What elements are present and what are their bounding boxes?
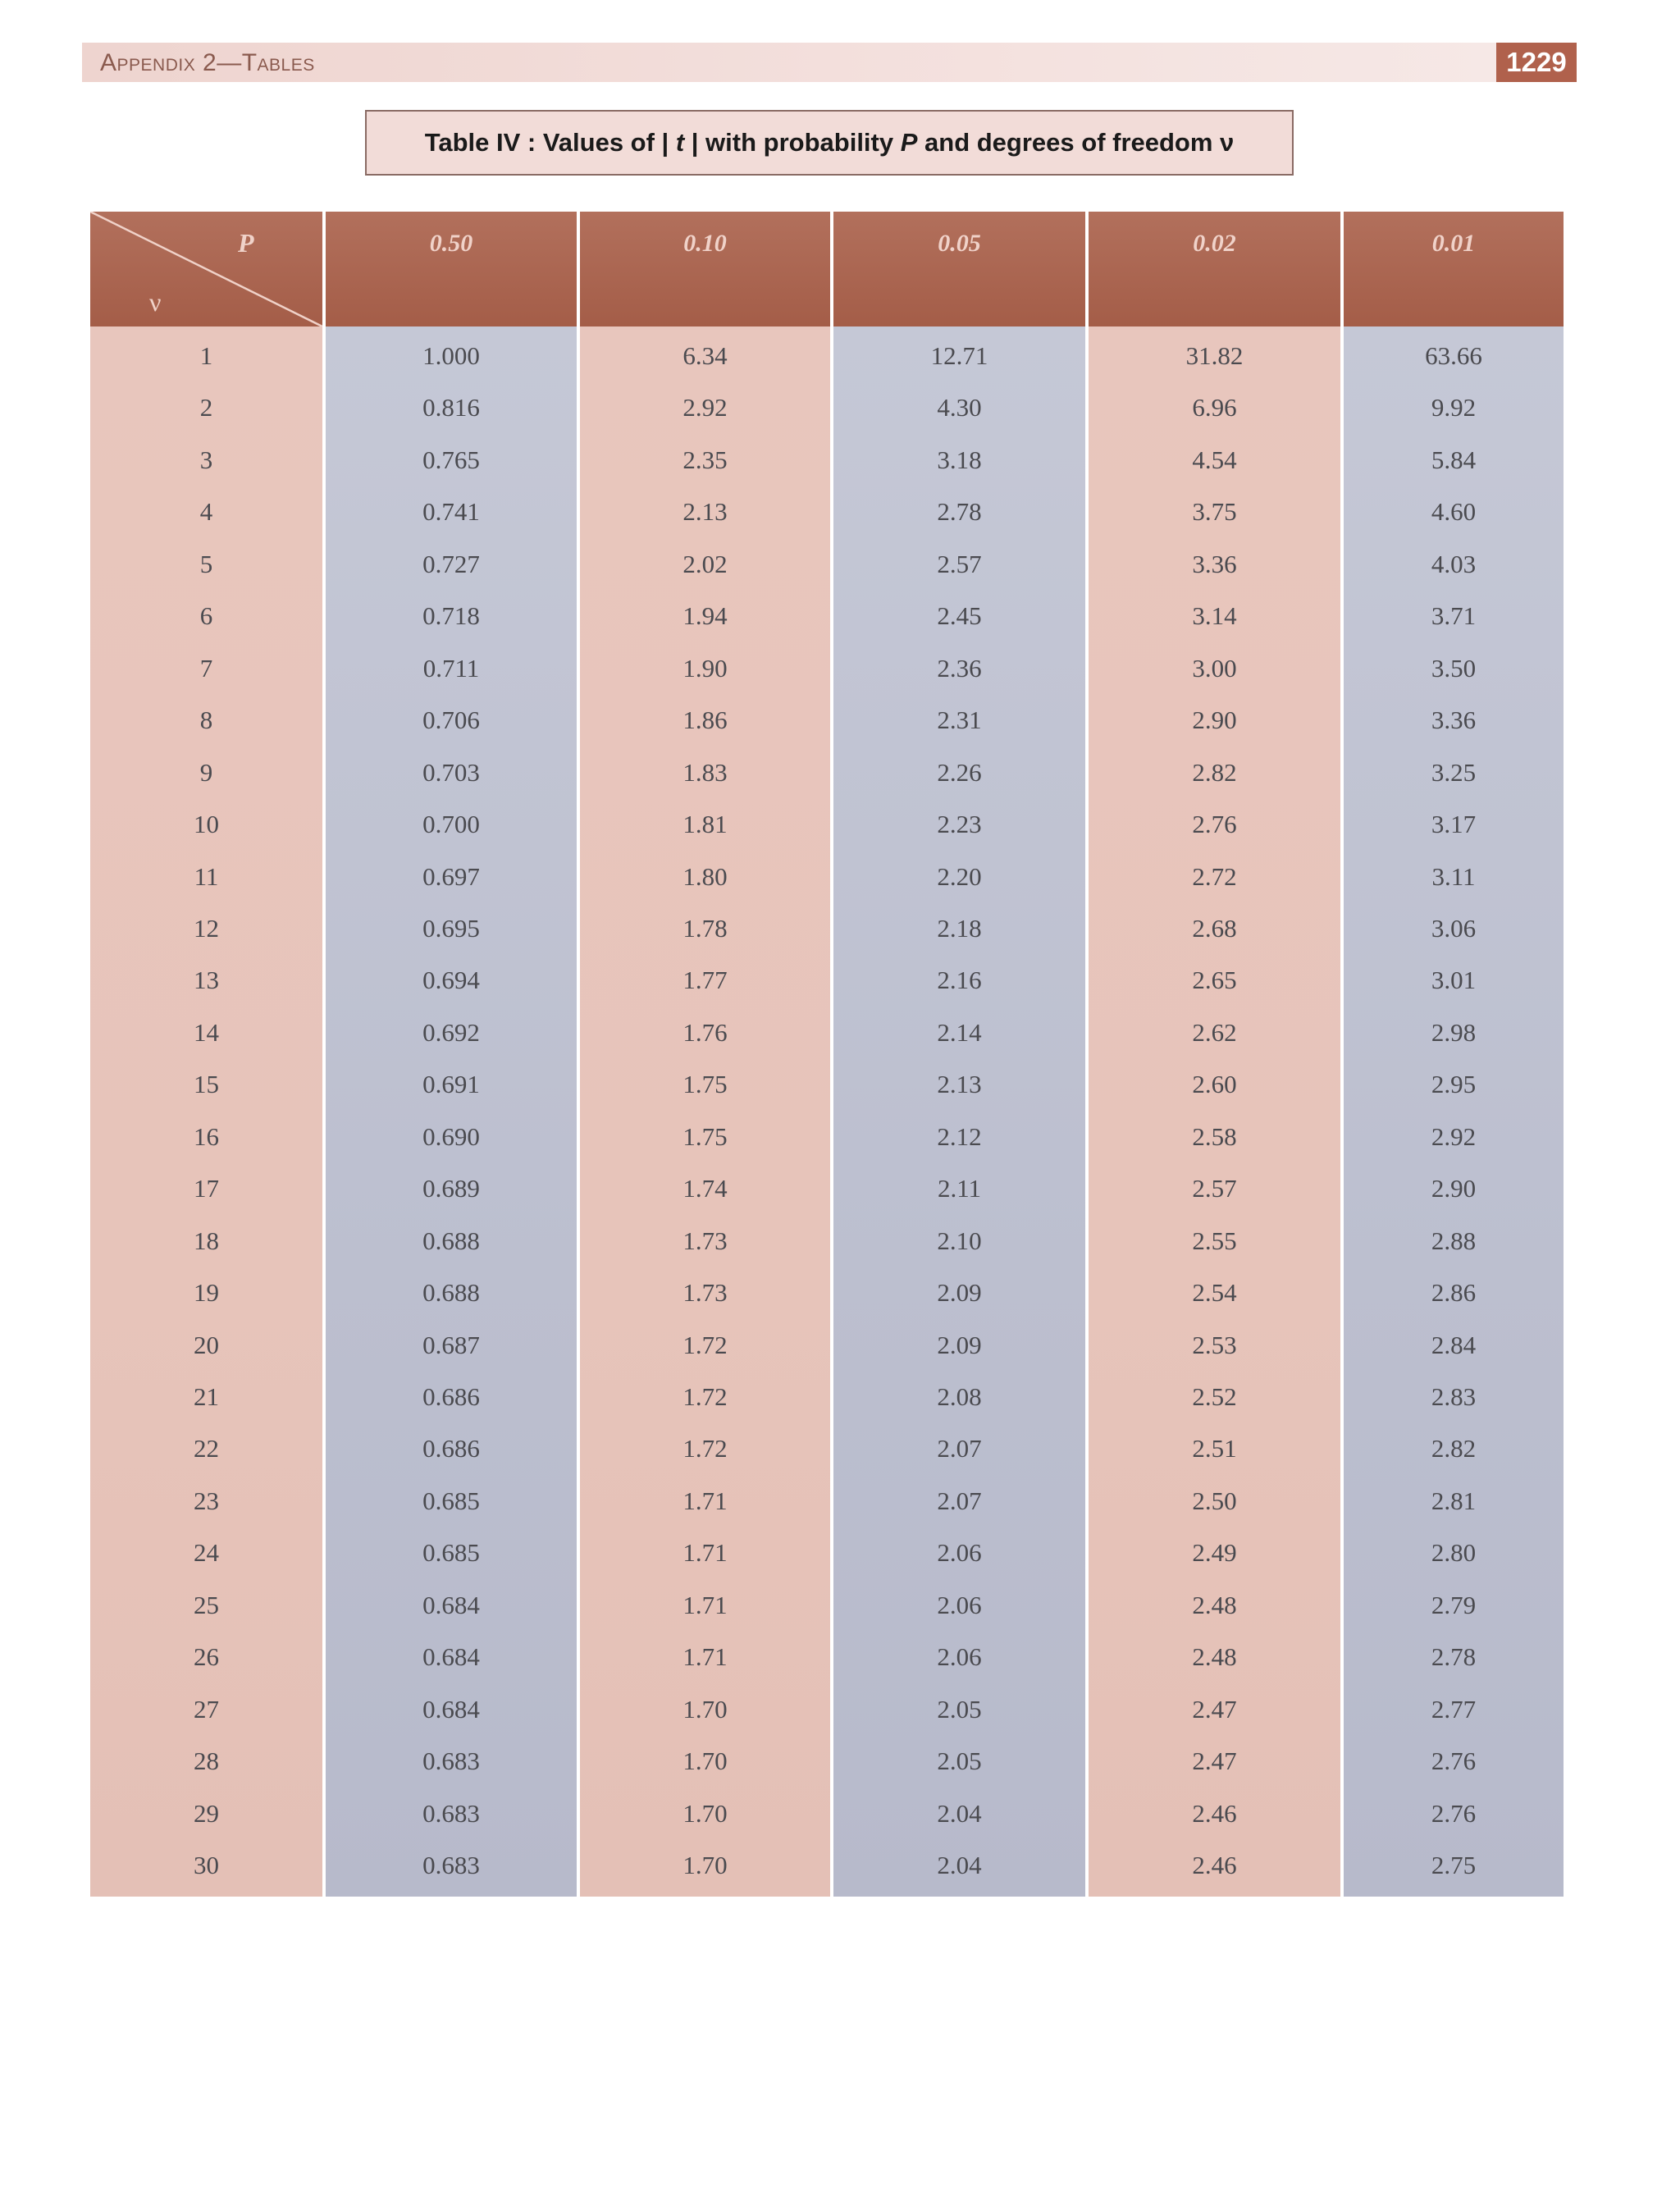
table-cell: 2.16 (937, 966, 982, 995)
row-label-nu: 7 (199, 653, 213, 683)
table-cell: 2.92 (682, 393, 728, 422)
table-cell: 3.01 (1431, 966, 1477, 995)
table-cell: 1.78 (682, 913, 728, 943)
table-cell: 6.34 (682, 341, 728, 370)
row-label-nu: 6 (199, 601, 213, 631)
table-cell: 2.77 (1431, 1694, 1477, 1724)
table-cell: 1.80 (682, 861, 728, 891)
column-header-cell (1089, 212, 1340, 326)
table-cell: 2.60 (1192, 1070, 1237, 1099)
table-cell: 0.683 (422, 1798, 480, 1828)
table-cell: 2.10 (937, 1226, 982, 1255)
table-cell: 2.06 (937, 1590, 982, 1619)
row-label-nu: 30 (194, 1851, 219, 1880)
table-cell: 0.690 (422, 1121, 480, 1151)
table-cell: 1.71 (682, 1590, 728, 1619)
row-label-nu: 5 (199, 549, 213, 578)
table-cell: 0.687 (422, 1330, 480, 1359)
table-cell: 2.14 (937, 1017, 982, 1047)
table-cell: 2.78 (937, 497, 982, 527)
table-cell: 0.718 (422, 601, 480, 631)
table-cell: 0.727 (422, 549, 480, 578)
table-cell: 2.51 (1192, 1434, 1237, 1463)
table-cell: 2.13 (937, 1070, 982, 1099)
table-cell: 2.05 (937, 1746, 982, 1776)
table-title-p: P (900, 128, 918, 157)
row-label-nu: 15 (194, 1070, 219, 1099)
table-cell: 2.75 (1431, 1851, 1477, 1880)
table-cell: 2.95 (1431, 1070, 1477, 1099)
table-cell: 2.09 (937, 1330, 982, 1359)
row-label-nu: 14 (194, 1017, 219, 1047)
table-cell: 2.72 (1192, 861, 1237, 891)
table-cell: 1.77 (682, 966, 728, 995)
table-cell: 2.45 (937, 601, 982, 631)
page-header (82, 43, 1577, 82)
row-label-nu: 25 (194, 1590, 219, 1619)
row-label-nu: 23 (194, 1486, 219, 1515)
row-label-nu: 26 (194, 1642, 219, 1672)
table-cell: 1.90 (682, 653, 728, 683)
table-cell: 2.11 (937, 1174, 982, 1203)
table-cell: 2.04 (937, 1798, 982, 1828)
table-cell: 1.70 (682, 1746, 728, 1776)
row-label-nu: 28 (194, 1746, 219, 1776)
table-cell: 3.25 (1431, 757, 1477, 787)
table-cell: 0.686 (422, 1434, 480, 1463)
table-cell: 0.741 (422, 497, 480, 527)
table-cell: 2.36 (937, 653, 982, 683)
column-nu (90, 212, 322, 1897)
table-cell: 2.48 (1192, 1642, 1237, 1672)
table-cell: 0.683 (422, 1746, 480, 1776)
row-label-nu: 1 (199, 341, 213, 370)
table-cell: 3.17 (1431, 810, 1477, 839)
table-cell: 0.691 (422, 1070, 480, 1099)
table-cell: 2.79 (1431, 1590, 1477, 1619)
table-cell: 0.694 (422, 966, 480, 995)
table-cell: 1.70 (682, 1851, 728, 1880)
table-cell: 4.54 (1192, 445, 1237, 474)
table-cell: 2.20 (937, 861, 982, 891)
row-label-nu: 29 (194, 1798, 219, 1828)
page-number: 1229 (1496, 43, 1577, 82)
table-cell: 3.14 (1192, 601, 1237, 631)
table-cell: 2.81 (1431, 1486, 1477, 1515)
table-cell: 3.00 (1192, 653, 1237, 683)
table-cell: 0.695 (422, 913, 480, 943)
table-cell: 0.711 (422, 653, 480, 683)
corner-header-cell (90, 212, 322, 326)
row-label-nu: 9 (199, 757, 213, 787)
table-cell: 1.70 (682, 1694, 728, 1724)
table-title-prefix: Table IV : Values of | (424, 128, 676, 157)
column-header-cell (833, 212, 1085, 326)
table-cell: 2.53 (1192, 1330, 1237, 1359)
table-cell: 2.88 (1431, 1226, 1477, 1255)
table-cell: 2.04 (937, 1851, 982, 1880)
table-title-t: t (675, 128, 685, 157)
table-cell: 2.78 (1431, 1642, 1477, 1672)
table-cell: 1.000 (422, 341, 480, 370)
table-cell: 2.58 (1192, 1121, 1237, 1151)
column-p-0.02 (1089, 212, 1340, 1897)
table-cell: 3.18 (937, 445, 982, 474)
row-label-nu: 19 (194, 1278, 219, 1308)
table-cell: 3.11 (1431, 861, 1476, 891)
table-cell: 3.36 (1431, 705, 1477, 735)
table-cell: 2.86 (1431, 1278, 1477, 1308)
table-cell: 1.94 (682, 601, 728, 631)
table-cell: 3.71 (1431, 601, 1477, 631)
table-cell: 2.06 (937, 1642, 982, 1672)
table-cell: 2.50 (1192, 1486, 1237, 1515)
table-cell: 0.700 (422, 810, 480, 839)
table-cell: 2.02 (682, 549, 728, 578)
table-cell: 1.73 (682, 1226, 728, 1255)
table-cell: 4.30 (937, 393, 982, 422)
table-cell: 1.72 (682, 1382, 728, 1411)
row-label-nu: 18 (194, 1226, 219, 1255)
table-cell: 12.71 (930, 341, 988, 370)
table-cell: 2.76 (1431, 1746, 1477, 1776)
column-header-label: 0.50 (429, 230, 473, 257)
table-cell: 2.55 (1192, 1226, 1237, 1255)
table-cell: 2.12 (937, 1121, 982, 1151)
table-cell: 2.84 (1431, 1330, 1477, 1359)
table-cell: 2.13 (682, 497, 728, 527)
table-cell: 1.71 (682, 1486, 728, 1515)
column-header-label: 0.01 (1431, 230, 1476, 257)
column-header-cell (1344, 212, 1564, 326)
row-label-nu: 4 (199, 497, 213, 527)
column-p-0.50 (326, 212, 577, 1897)
row-label-nu: 16 (194, 1121, 219, 1151)
corner-label-p: P (238, 228, 254, 258)
table-title-suffix: and degrees of freedom ν (917, 128, 1235, 157)
table-cell: 2.46 (1192, 1851, 1237, 1880)
column-header-label: 0.05 (938, 230, 981, 257)
table-cell: 2.57 (1192, 1174, 1237, 1203)
table-cell: 0.684 (422, 1590, 480, 1619)
table-cell: 2.35 (682, 445, 728, 474)
table-cell: 1.71 (682, 1538, 728, 1568)
table-cell: 2.47 (1192, 1746, 1237, 1776)
table-cell: 2.47 (1192, 1694, 1237, 1724)
row-label-nu: 8 (199, 705, 213, 735)
table-cell: 2.07 (937, 1434, 982, 1463)
table-cell: 31.82 (1185, 341, 1244, 370)
table-cell: 1.74 (682, 1174, 728, 1203)
table-cell: 2.52 (1192, 1382, 1237, 1411)
table-title (365, 110, 1294, 176)
column-p-0.05 (833, 212, 1085, 1897)
row-label-nu: 21 (194, 1382, 219, 1411)
table-cell: 5.84 (1431, 445, 1477, 474)
column-header-label: 0.02 (1193, 230, 1236, 257)
row-label-nu: 11 (194, 861, 219, 891)
table-cell: 2.48 (1192, 1590, 1237, 1619)
table-cell: 2.49 (1192, 1538, 1237, 1568)
table-cell: 4.60 (1431, 497, 1477, 527)
table-cell: 1.72 (682, 1330, 728, 1359)
row-label-nu: 3 (199, 445, 213, 474)
table-cell: 2.26 (937, 757, 982, 787)
table-cell: 1.75 (682, 1121, 728, 1151)
table-cell: 1.70 (682, 1798, 728, 1828)
table-cell: 2.31 (937, 705, 982, 735)
table-cell: 0.765 (422, 445, 480, 474)
table-cell: 0.697 (422, 861, 480, 891)
table-cell: 2.76 (1192, 810, 1237, 839)
table-cell: 9.92 (1431, 393, 1477, 422)
table-cell: 2.07 (937, 1486, 982, 1515)
table-cell: 0.685 (422, 1538, 480, 1568)
row-label-nu: 22 (194, 1434, 219, 1463)
column-header-cell (326, 212, 577, 326)
table-cell: 2.65 (1192, 966, 1237, 995)
table-cell: 0.684 (422, 1642, 480, 1672)
table-cell: 0.689 (422, 1174, 480, 1203)
table-cell: 2.92 (1431, 1121, 1477, 1151)
table-cell: 2.09 (937, 1278, 982, 1308)
table-cell: 2.83 (1431, 1382, 1477, 1411)
table-cell: 3.50 (1431, 653, 1477, 683)
table-cell: 0.816 (422, 393, 480, 422)
section-title: Appendix 2—Tables (100, 49, 315, 76)
table-cell: 2.18 (937, 913, 982, 943)
row-label-nu: 24 (194, 1538, 219, 1568)
table-cell: 2.57 (937, 549, 982, 578)
table-cell: 2.05 (937, 1694, 982, 1724)
diagonal-divider (90, 212, 322, 326)
row-label-nu: 2 (199, 393, 213, 422)
table-cell: 2.68 (1192, 913, 1237, 943)
row-label-nu: 17 (194, 1174, 219, 1203)
table-cell: 1.76 (682, 1017, 728, 1047)
row-label-nu: 10 (194, 810, 219, 839)
table-cell: 2.23 (937, 810, 982, 839)
table-cell: 63.66 (1425, 341, 1482, 370)
table-cell: 3.36 (1192, 549, 1237, 578)
table-cell: 2.08 (937, 1382, 982, 1411)
table-cell: 0.684 (422, 1694, 480, 1724)
table-cell: 2.90 (1431, 1174, 1477, 1203)
column-header-label: 0.10 (683, 230, 727, 257)
table-cell: 0.686 (422, 1382, 480, 1411)
corner-label-nu: ν (149, 287, 162, 317)
table-cell: 1.72 (682, 1434, 728, 1463)
t-distribution-table (90, 212, 1564, 1897)
table-cell: 2.90 (1192, 705, 1237, 735)
table-cell: 1.73 (682, 1278, 728, 1308)
row-label-nu: 12 (194, 913, 219, 943)
table-title-mid: | with probability (684, 128, 901, 157)
table-cell: 0.692 (422, 1017, 480, 1047)
column-p-0.10 (580, 212, 830, 1897)
table-cell: 6.96 (1192, 393, 1237, 422)
table-cell: 1.81 (682, 810, 728, 839)
table-cell: 3.06 (1431, 913, 1477, 943)
table-cell: 0.706 (422, 705, 480, 735)
table-cell: 1.75 (682, 1070, 728, 1099)
table-cell: 2.62 (1192, 1017, 1237, 1047)
table-cell: 0.688 (422, 1226, 480, 1255)
table-cell: 2.82 (1431, 1434, 1477, 1463)
table-cell: 3.75 (1192, 497, 1237, 527)
table-cell: 2.82 (1192, 757, 1237, 787)
table-cell: 2.80 (1431, 1538, 1477, 1568)
column-p-0.01 (1344, 212, 1564, 1897)
table-cell: 2.54 (1192, 1278, 1237, 1308)
table-cell: 0.703 (422, 757, 480, 787)
table-cell: 2.98 (1431, 1017, 1477, 1047)
table-cell: 0.683 (422, 1851, 480, 1880)
table-cell: 0.688 (422, 1278, 480, 1308)
table-cell: 2.46 (1192, 1798, 1237, 1828)
table-cell: 1.83 (682, 757, 728, 787)
column-header-cell (580, 212, 830, 326)
table-cell: 4.03 (1431, 549, 1477, 578)
row-label-nu: 27 (194, 1694, 219, 1724)
table-cell: 0.685 (422, 1486, 480, 1515)
row-label-nu: 13 (194, 966, 219, 995)
table-cell: 1.86 (682, 705, 728, 735)
table-cell: 2.06 (937, 1538, 982, 1568)
row-label-nu: 20 (194, 1330, 219, 1359)
table-cell: 2.76 (1431, 1798, 1477, 1828)
table-cell: 1.71 (682, 1642, 728, 1672)
